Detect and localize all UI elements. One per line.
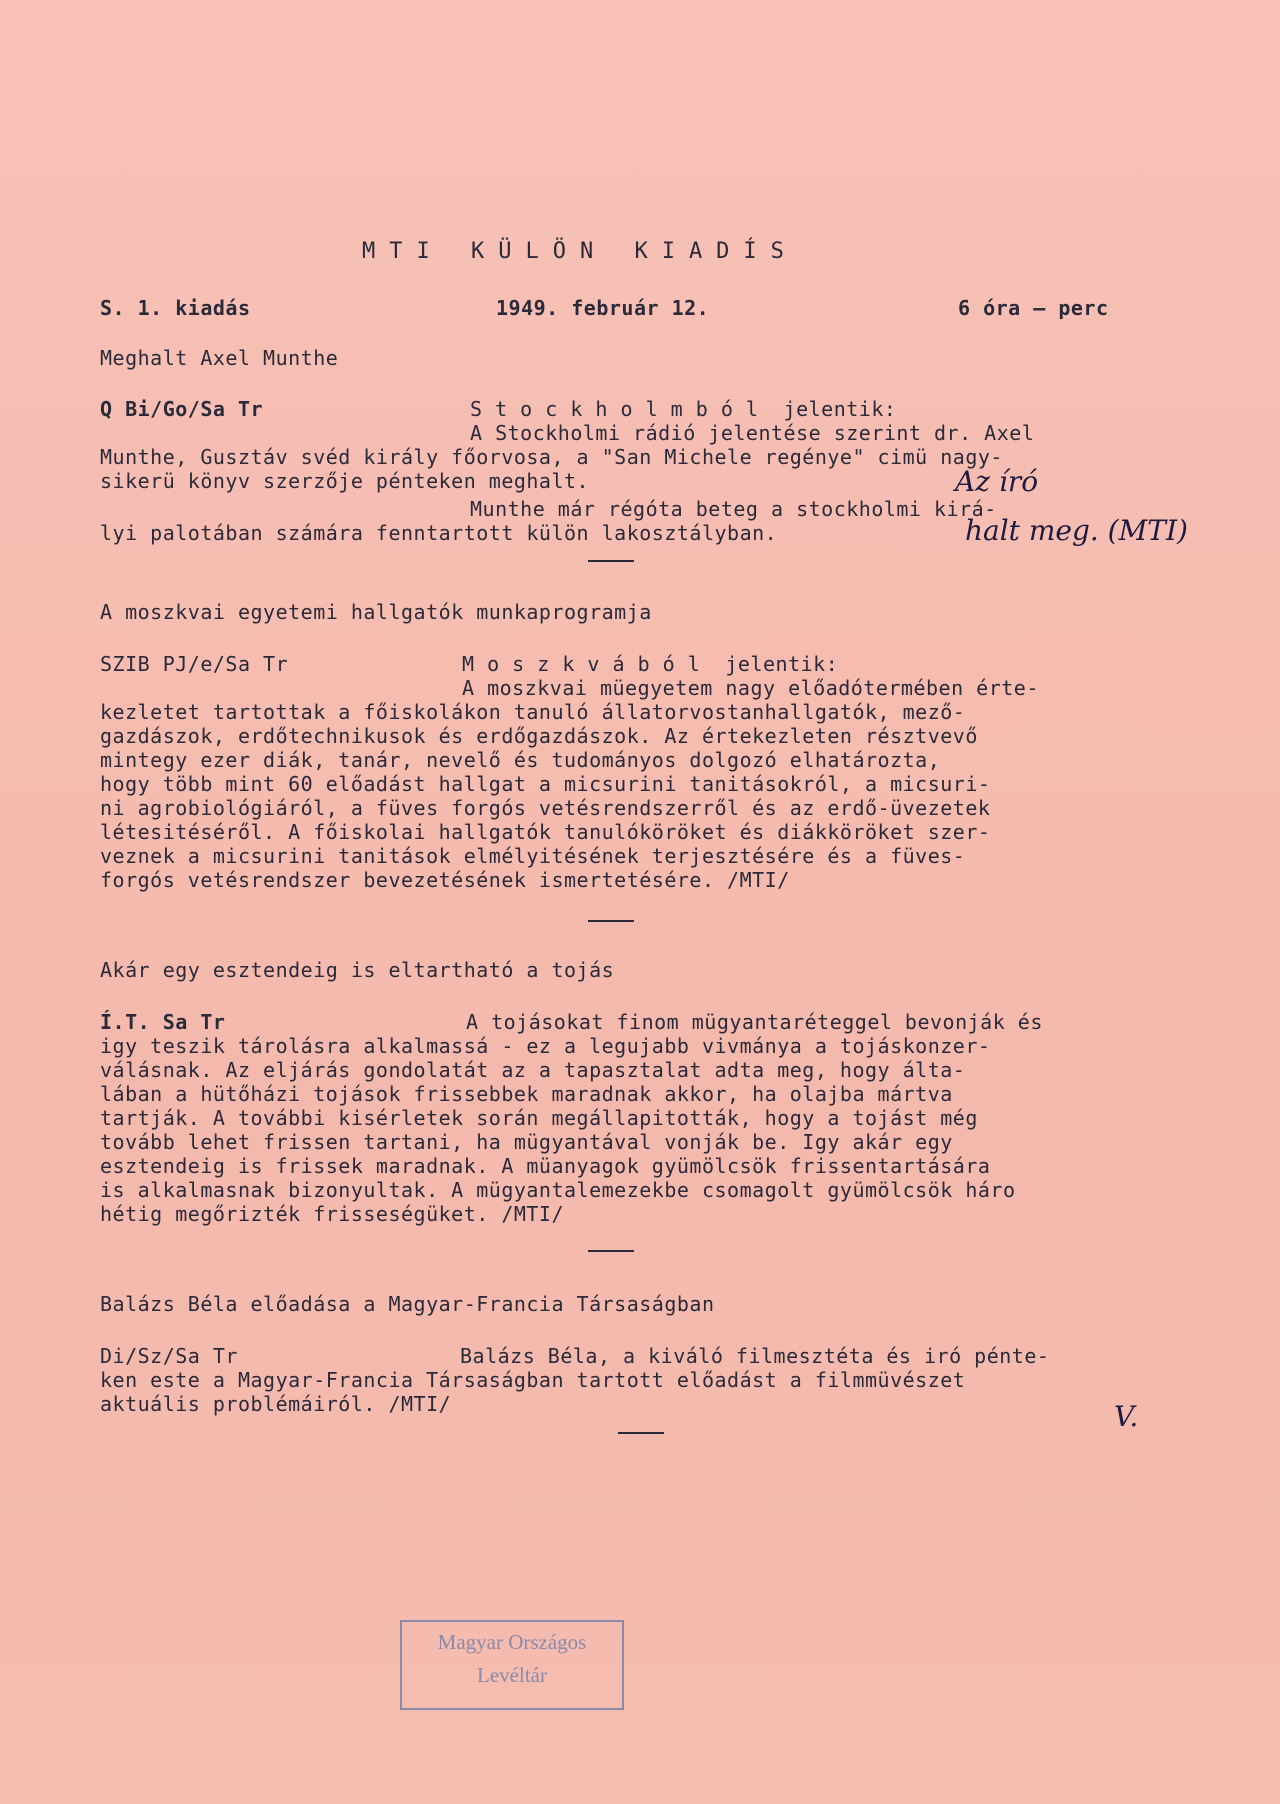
edition-label: S. 1. kiadás — [100, 296, 251, 320]
article-2-line-4: mintegy ezer diák, tanár, nevelő és tudományos dolgozó elhatározta, — [100, 748, 941, 772]
article-4-line-2: ken este a Magyar-Francia Társaságban tartott előadást a filmmüvészet — [100, 1368, 966, 1392]
article-1-line-2: Munthe, Gusztáv svéd király főorvosa, a "San Michele regénye" cimü nagy- — [100, 445, 1003, 469]
article-3-line-7: esztendeig is frissek maradnak. A müanyagok gyümölcsök frissentartására — [100, 1154, 991, 1178]
article-1-line-4: Munthe már régóta beteg a stockholmi kirá- — [470, 497, 997, 521]
article-3-line-3: válásnak. Az eljárás gondolatát az a tapasztalat adta meg, hogy álta- — [100, 1058, 966, 1082]
article-3-line-1: A tojásokat finom mügyantaréteggel bevonják és — [466, 1010, 1043, 1034]
separator — [588, 1250, 634, 1252]
article-2-line-9: forgós vetésrendszer bevezetésének ismertetésére. /MTI/ — [100, 868, 790, 892]
article-1-code: Q Bi/Go/Sa Tr — [100, 397, 264, 421]
article-4-line-1: Balázs Béla, a kiváló filmesztéta és iró pénte- — [460, 1344, 1050, 1368]
issue-date: 1949. február 12. — [496, 296, 710, 320]
article-2-line-8: veznek a micsurini tanitások elmélyitésének terjesztésére és a füves- — [100, 844, 966, 868]
article-1-headline: Meghalt Axel Munthe — [100, 346, 339, 370]
handwritten-note-1: Az író — [955, 465, 1039, 498]
stamp-line-1: Magyar Országos — [437, 1630, 587, 1654]
separator — [588, 560, 634, 562]
article-4-code: Di/Sz/Sa Tr — [100, 1344, 238, 1368]
handwritten-note-2: halt meg. (MTI) — [965, 514, 1188, 547]
stamp-line-2: Levéltár — [477, 1663, 547, 1687]
article-3-line-5: tartják. A további kisérletek során megállapitották, hogy a tojást még — [100, 1106, 978, 1130]
article-2-line-3: gazdászok, erdőtechnikusok és erdőgazdászok. Az értekezleten résztvevő — [100, 724, 978, 748]
separator — [618, 1432, 664, 1434]
document-title: MTI KÜLÖN KIADÍS — [362, 239, 798, 264]
article-1-line-1: A Stockholmi rádió jelentése szerint dr. Axel — [470, 421, 1035, 445]
separator — [588, 920, 634, 922]
article-3-line-8: is alkalmasnak bizonyultak. A mügyantalemezekbe csomagolt gyümölcsök háro — [100, 1178, 1016, 1202]
article-2-line-5: hogy több mint 60 előadást hallgat a micsurini tanitásokról, a micsuri- — [100, 772, 991, 796]
article-2-line-2: kezletet tartottak a főiskolákon tanuló állatorvostanhallgatók, mező- — [100, 700, 966, 724]
article-2-dateline: M o s z k v á b ó l jelentik: — [462, 652, 839, 676]
article-4-line-3: aktuális problémáiról. /MTI/ — [100, 1392, 452, 1416]
article-4-headline: Balázs Béla előadása a Magyar-Francia Társaságban — [100, 1292, 715, 1316]
article-1-line-5: lyi palotában számára fenntartott külön lakosztályban. — [100, 521, 778, 545]
article-3-line-2: igy teszik tárolásra alkalmassá - ez a legujabb vivmánya a tojáskonzer- — [100, 1034, 991, 1058]
article-1-dateline: S t o c k h o l m b ó l jelentik: — [470, 397, 897, 421]
article-3-line-6: tovább lehet frissen tartani, ha mügyantával vonják be. Igy akár egy — [100, 1130, 953, 1154]
article-2-line-1: A moszkvai müegyetem nagy előadótermében érte- — [462, 676, 1039, 700]
issue-time: 6 óra — perc — [958, 296, 1109, 320]
article-3-headline: Akár egy esztendeig is eltartható a tojás — [100, 958, 615, 982]
article-1-line-3: sikerü könyv szerzője pénteken meghalt. — [100, 469, 590, 493]
article-2-line-7: létesitéséről. A főiskolai hallgatók tanulóköröket és diákköröket szer- — [100, 820, 991, 844]
article-3-line-4: lában a hütőházi tojások frissebbek maradnak akkor, ha olajba mártva — [100, 1082, 953, 1106]
article-2-line-6: ni agrobiológiáról, a füves forgós vetésrendszerről és az erdő-üvezetek — [100, 796, 991, 820]
article-2-headline: A moszkvai egyetemi hallgatók munkaprogramja — [100, 600, 652, 624]
article-2-code: SZIB PJ/e/Sa Tr — [100, 652, 289, 676]
article-3-line-9: hétig megőrizték frisseségüket. /MTI/ — [100, 1202, 565, 1226]
handwritten-initial: V. — [1114, 1400, 1139, 1433]
article-3-code: Í.T. Sa Tr — [100, 1010, 226, 1034]
archive-stamp — [400, 1620, 624, 1710]
